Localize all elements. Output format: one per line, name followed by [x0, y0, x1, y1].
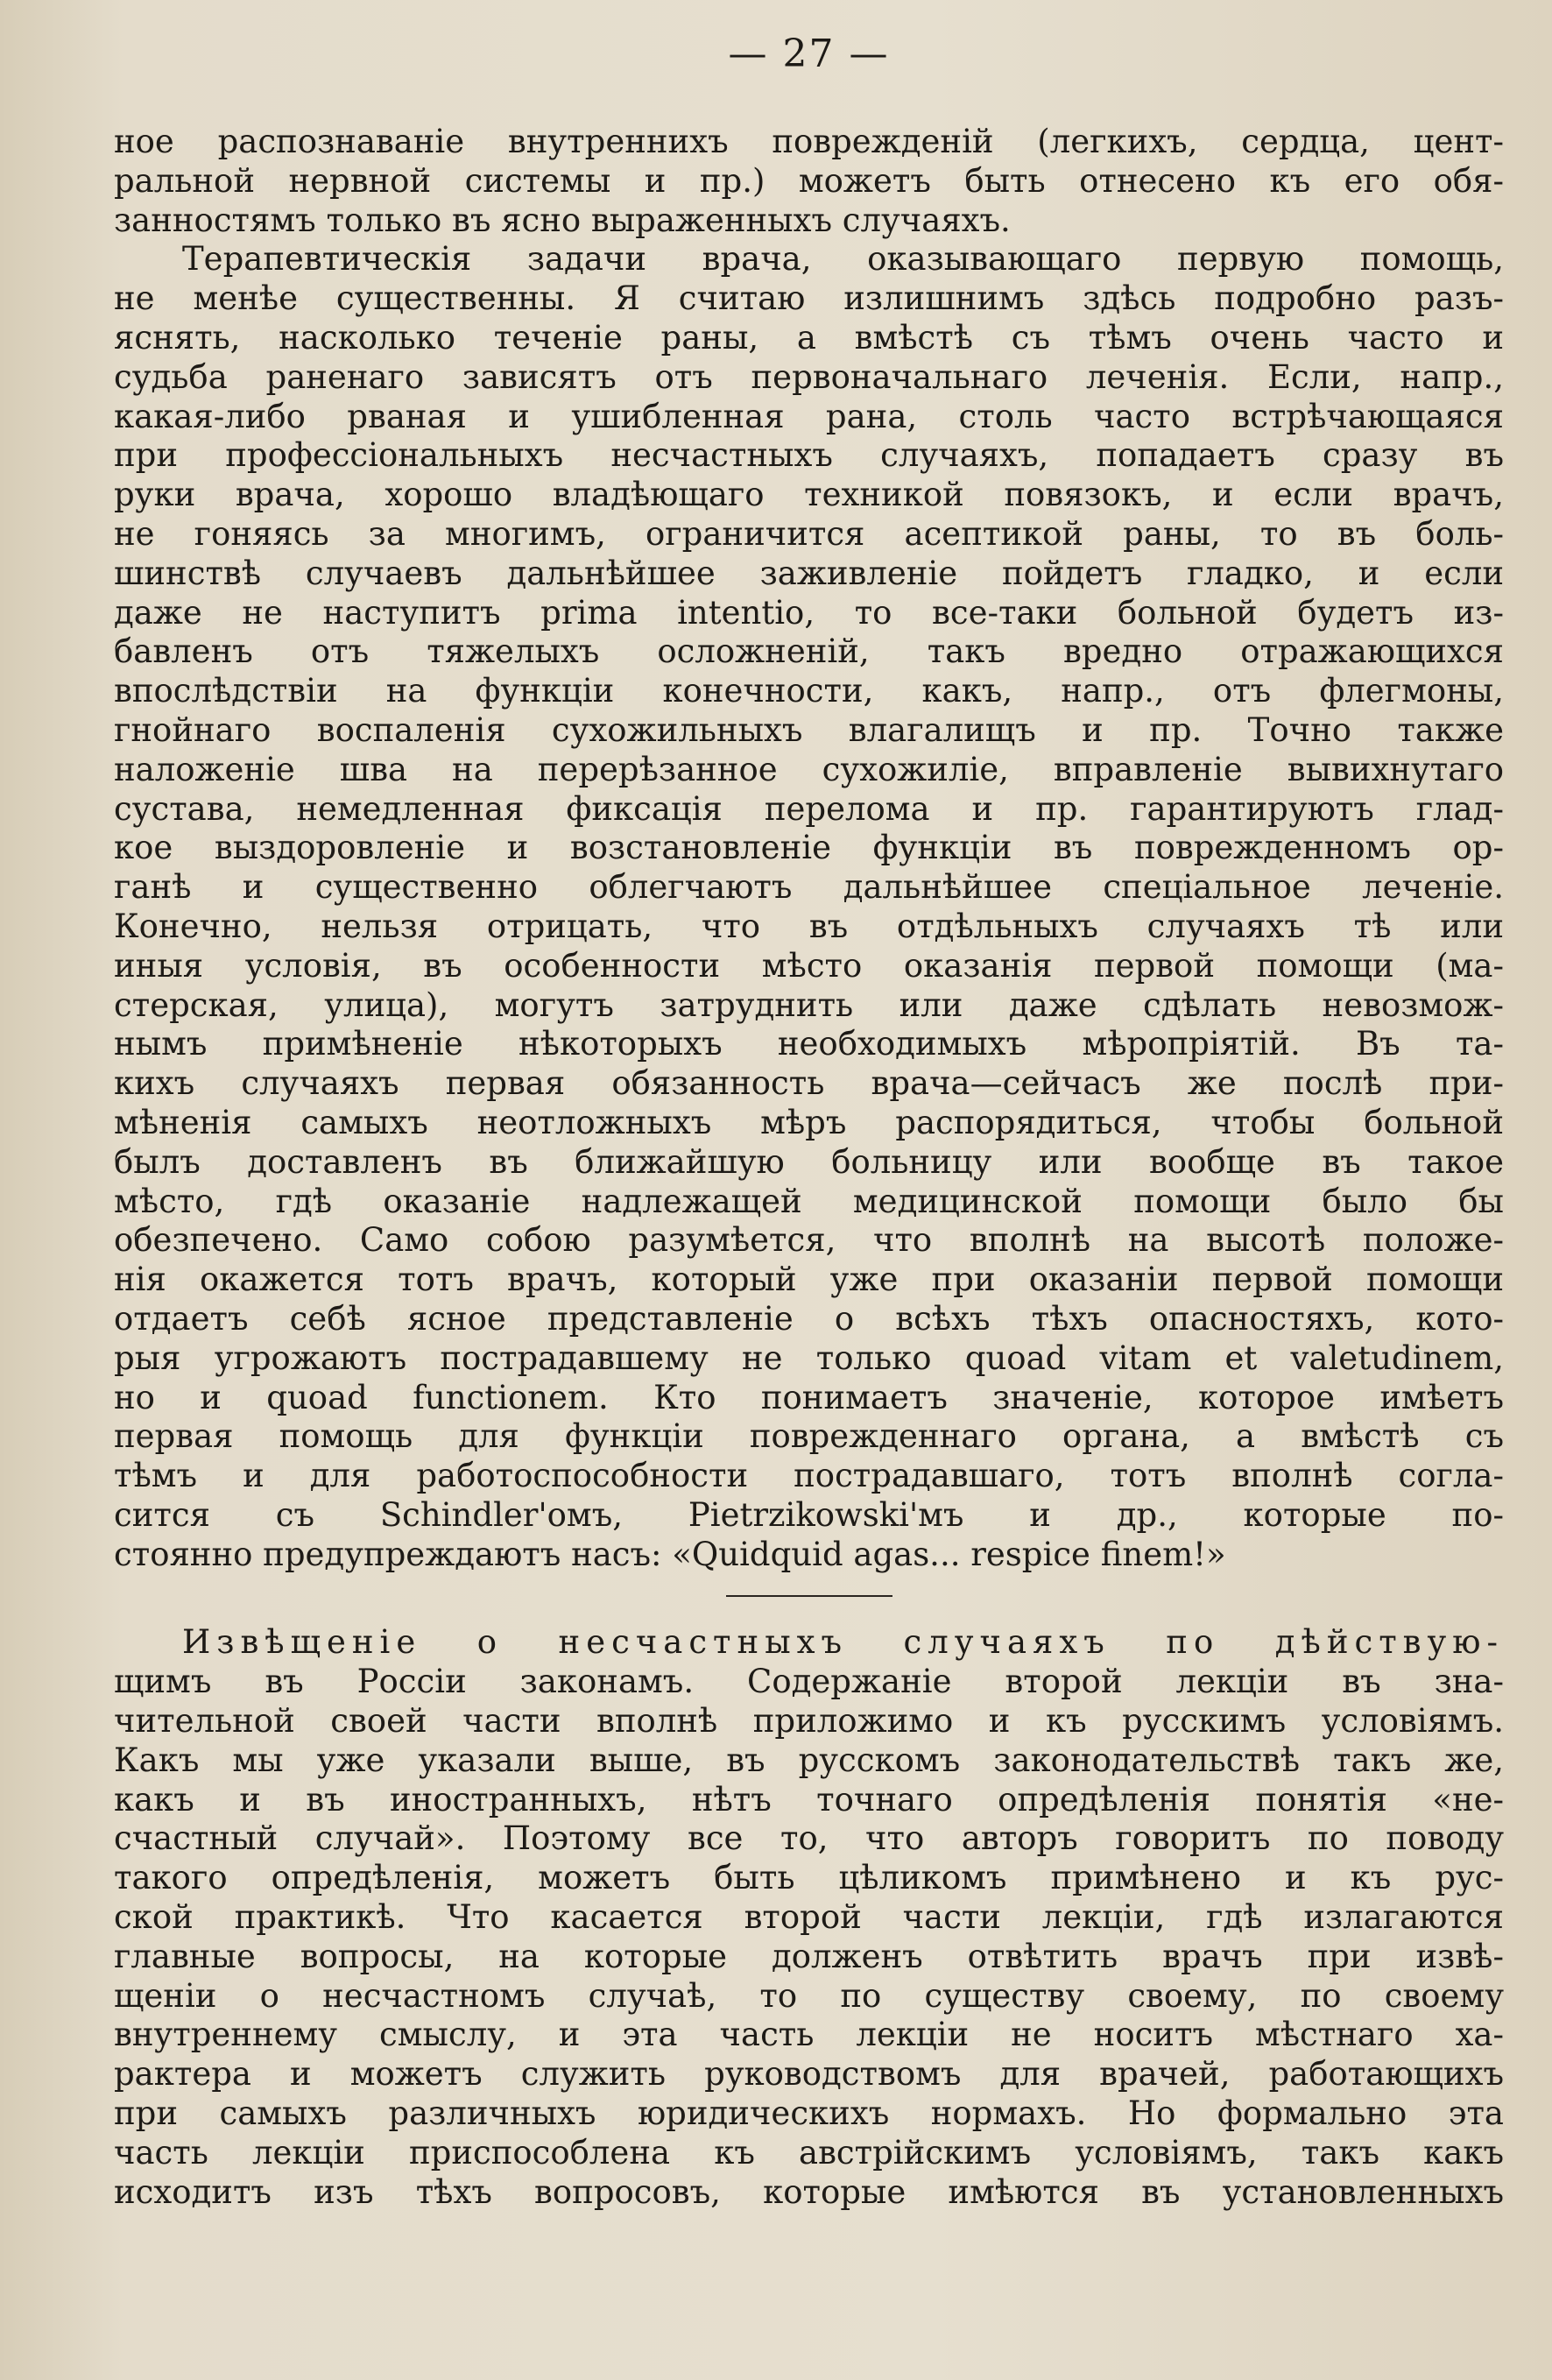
text-line: главные вопросы, на которые долженъ отвѣтить врачъ при извѣ- [114, 1937, 1504, 1975]
text-line: щеніи о несчастномъ случаѣ, то по существу своему, по своему [114, 1976, 1504, 2015]
text-line: иныя условія, въ особенности мѣсто оказанія первой помощи (ма- [114, 946, 1504, 985]
text-line: тѣмъ и для работоспособности пострадавшаго, тотъ вполнѣ согла- [114, 1457, 1504, 1495]
text-line: но и quoad functionem. Кто понимаетъ значеніе, которое имѣетъ [114, 1378, 1504, 1416]
text-line: яснять, насколько теченіе раны, а вмѣстѣ съ тѣмъ очень часто и [114, 318, 1504, 357]
text-line: впослѣдствіи на функціи конечности, какъ, напр., отъ флегмоны, [114, 672, 1504, 710]
text-line: не гоняясь за многимъ, ограничится асептикой раны, то въ боль- [114, 514, 1504, 553]
text-line: счастный случай». Поэтому все то, что авторъ говоритъ по поводу [114, 1819, 1504, 1858]
text-line: ской практикѣ. Что касается второй части лекціи, гдѣ излагаются [114, 1898, 1504, 1937]
text-line: какая-либо рваная и ушибленная рана, столь часто встрѣчающаяся [114, 397, 1504, 435]
text-line: нымъ примѣненіе нѣкоторыхъ необходимыхъ мѣропріятій. Въ та- [114, 1025, 1504, 1063]
text-line: занностямъ только въ ясно выраженныхъ случаяхъ. [114, 201, 1011, 239]
paragraph-accident-notification [114, 1623, 1504, 2212]
text-line: стоянно предупреждаютъ насъ: «Quidquid agas... respice finem!» [114, 1535, 1226, 1573]
text-line: первая помощь для функціи поврежденнаго органа, а вмѣстѣ съ [114, 1417, 1504, 1456]
text-line: при профессіональныхъ несчастныхъ случаяхъ, попадаетъ сразу въ [114, 436, 1504, 475]
text-line: Терапевтическія задачи врача, оказывающаго первую помощь, [182, 240, 1504, 279]
text-line: такого опредѣленія, можетъ быть цѣликомъ примѣнено и къ рус- [114, 1859, 1504, 1897]
text-line: чительной своей части вполнѣ приложимо и къ русскимъ условіямъ. [114, 1702, 1504, 1741]
text-line: отдаетъ себѣ ясное представленіе о всѣхъ тѣхъ опасностяхъ, кото- [114, 1299, 1504, 1338]
text-line: Конечно, нельзя отрицать, что въ отдѣльныхъ случаяхъ тѣ или [114, 907, 1504, 945]
text-line: щимъ въ Россіи законамъ. Содержаніе второй лекціи въ зна- [114, 1663, 1504, 1701]
text-line: внутреннему смыслу, и эта часть лекціи не носитъ мѣстнаго ха- [114, 2016, 1504, 2054]
section-divider [726, 1595, 892, 1597]
text-line: ральной нервной системы и пр.) можетъ быть отнесено къ его обя- [114, 161, 1504, 200]
text-line: шинствѣ случаевъ дальнѣйшее заживленіе пойдетъ гладко, и если [114, 554, 1504, 592]
text-line: наложеніе шва на перерѣзанное сухожиліе, вправленіе вывихнутаго [114, 750, 1504, 788]
text-line: былъ доставленъ въ ближайшую больницу или вообще въ такое [114, 1142, 1504, 1181]
text-line: мѣненія самыхъ неотложныхъ мѣръ распорядиться, чтобы больной [114, 1103, 1504, 1141]
text-line: обезпечено. Само собою разумѣется, что вполнѣ на высотѣ положе- [114, 1221, 1504, 1260]
text-line: часть лекціи приспособлена къ австрійскимъ условіямъ, такъ какъ [114, 2133, 1504, 2172]
text-line: Какъ мы уже указали выше, въ русскомъ законодательствѣ такъ же, [114, 1741, 1504, 1779]
text-line: даже не наступитъ prima intentio, то все-таки больной будетъ из- [114, 593, 1504, 632]
text-line: не менѣе существенны. Я считаю излишнимъ здѣсь подробно разъ- [114, 279, 1504, 318]
text-line: при самыхъ различныхъ юридическихъ нормахъ. Но формально эта [114, 2094, 1504, 2133]
text-line: ганѣ и существенно облегчаютъ дальнѣйшее спеціальное леченіе. [114, 868, 1504, 907]
paragraph-diagnosis [114, 123, 1504, 240]
text-line: гнойнаго воспаленія сухожильныхъ влагалищъ и пр. Точно также [114, 710, 1504, 749]
text-line: кихъ случаяхъ первая обязанность врача—сейчасъ же послѣ при- [114, 1064, 1504, 1103]
paragraph-therapeutic-tasks [114, 240, 1504, 1574]
text-line: какъ и въ иностранныхъ, нѣтъ точнаго опредѣленія понятія «не- [114, 1780, 1504, 1819]
text-line: сустава, немедленная фиксація перелома и пр. гарантируютъ глад- [114, 789, 1504, 828]
text-line: ное распознаваніе внутреннихъ поврежденій (легкихъ, сердца, цент- [114, 123, 1504, 160]
text-line: рыя угрожаютъ пострадавшему не только quoad vitam et valetudinem, [114, 1338, 1504, 1377]
text-line: сится съ Schindler'омъ, Pietrzikowski'мъ и др., которые по- [114, 1495, 1504, 1534]
text-line: нія окажется тотъ врачъ, который уже при оказаніи первой помощи [114, 1261, 1504, 1299]
text-line: стерская, улица), могутъ затруднить или даже сдѣлать невозмож- [114, 985, 1504, 1024]
text-line: бавленъ отъ тяжелыхъ осложненій, такъ вредно отражающихся [114, 632, 1504, 671]
text-line: руки врача, хорошо владѣющаго техникой повязокъ, и если врачъ, [114, 476, 1504, 514]
page-number: — 27 — [728, 32, 890, 76]
text-line: судьба раненаго зависятъ отъ первоначальнаго леченія. Если, напр., [114, 357, 1504, 396]
text-line: исходитъ изъ тѣхъ вопросовъ, которые имѣются въ установленныхъ [114, 2172, 1504, 2211]
text-line: кое выздоровленіе и возстановленіе функціи въ поврежденномъ ор- [114, 829, 1504, 867]
section-heading-line: Извѣщеніе о несчастныхъ случаяхъ по дѣйствую- [182, 1623, 1504, 1662]
text-line: мѣсто, гдѣ оказаніе надлежащей медицинской помощи было бы [114, 1182, 1504, 1220]
text-line: рактера и можетъ служить руководствомъ для врачей, работающихъ [114, 2055, 1504, 2094]
